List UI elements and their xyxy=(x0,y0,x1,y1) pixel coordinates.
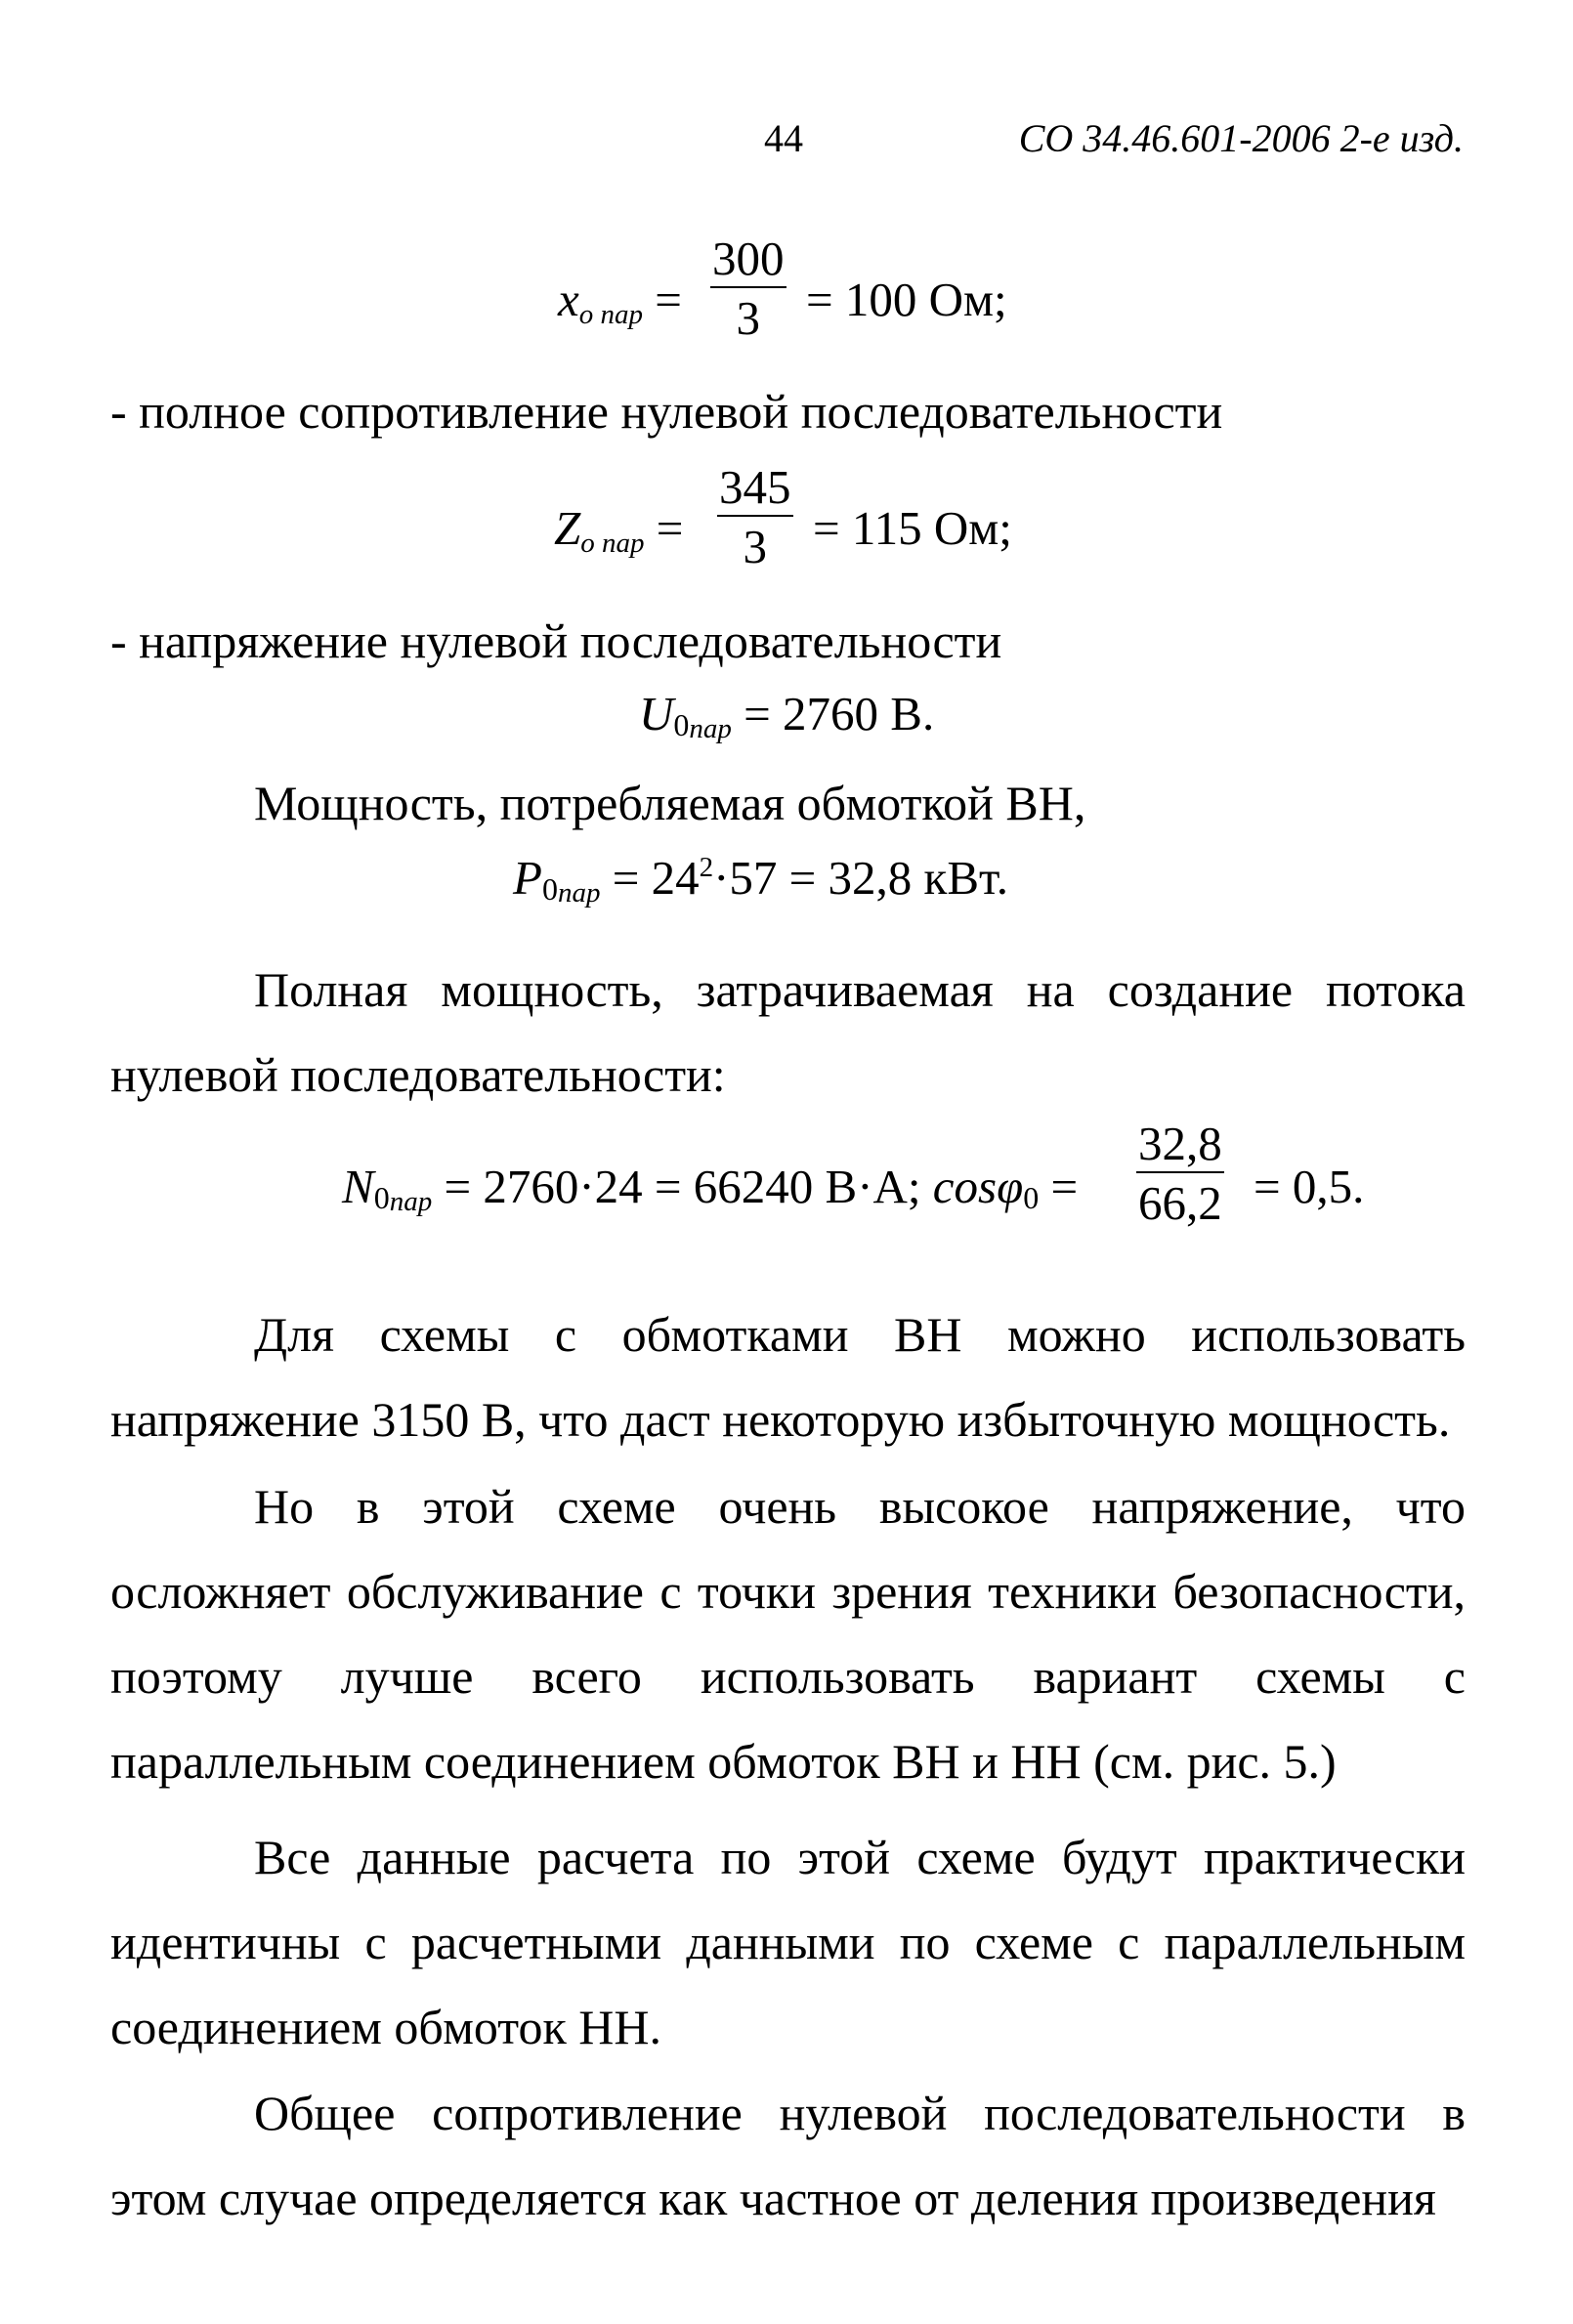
eq-result: = 100 Ом; xyxy=(806,273,1007,326)
paragraph: Мощность, потребляемая обмоткой ВН, xyxy=(254,776,1086,830)
fraction xyxy=(710,232,786,345)
eq-var: Z xyxy=(554,501,581,555)
eq-rhs-b: ·57 = 32,8 кВт. xyxy=(713,851,1008,905)
document-code: СО 34.46.601-2006 2-е изд. xyxy=(1018,116,1464,160)
paragraph: Все данные расчета по этой схеме будут практически идентичны с расчетными данными по схеме с параллельным соединением обмоток НН. xyxy=(110,1830,1466,2054)
paragraph: Но в этой схеме очень высокое напряжение, что осложняет обслуживание с точки зрения техники безопасности, поэтому лучше всего использовать вариант схемы с параллельным соединением обмоток ВН и НН (см. рис. 5.) xyxy=(110,1479,1466,1789)
eq-superscript: 2 xyxy=(699,852,714,883)
fraction xyxy=(1136,1117,1224,1230)
eq-cos-label: cosφ xyxy=(932,1160,1024,1213)
paragraph: Общее сопротивление нулевой последовательности в этом случае определяется как частное от деления произведения xyxy=(110,2086,1466,2225)
fraction-denominator: 66,2 xyxy=(1138,1176,1222,1230)
eq-part: = 2760·24 = 66240 В·А; xyxy=(444,1160,921,1213)
eq-result: = 0,5. xyxy=(1254,1160,1365,1213)
eq-result: = 2760 В. xyxy=(744,687,935,740)
eq-subscript-zero: 0 xyxy=(1023,1180,1040,1215)
eq-rhs-a: = 24 xyxy=(612,851,700,905)
eq-subscript: o пар xyxy=(578,299,643,330)
fraction xyxy=(717,460,793,573)
paragraph: Для схемы с обмотками ВН можно использовать напряжение 3150 В, что даст некоторую избыточную мощность. xyxy=(110,1307,1466,1447)
eq-sign: = xyxy=(1050,1160,1079,1213)
equation-p0 xyxy=(513,850,1008,909)
eq-subscript-zero: 0 xyxy=(541,871,558,907)
page-header xyxy=(0,115,1573,174)
eq-var: N xyxy=(342,1160,374,1213)
fraction-denominator: 3 xyxy=(743,520,767,573)
eq-subscript: o пар xyxy=(580,528,645,559)
eq-sign: = xyxy=(656,501,684,555)
eq-subscript: пар xyxy=(389,1186,433,1217)
paragraph: - полное сопротивление нулевой последовательности xyxy=(110,384,1223,439)
fraction-numerator: 345 xyxy=(717,463,793,517)
equation-u0 xyxy=(639,686,934,745)
eq-var: U xyxy=(639,687,674,740)
paragraph: Полная мощность, затрачиваемая на создание потока нулевой последовательности: xyxy=(110,962,1466,1102)
eq-sign: = xyxy=(655,273,682,326)
page-number: 44 xyxy=(764,116,803,160)
eq-subscript: пар xyxy=(689,713,732,744)
paragraph: - напряжение нулевой последовательности xyxy=(110,613,1002,668)
eq-subscript: пар xyxy=(557,877,601,908)
eq-result: = 115 Ом; xyxy=(813,501,1012,555)
eq-subscript-zero: 0 xyxy=(673,707,690,742)
eq-var: P xyxy=(513,851,542,905)
eq-var: x xyxy=(558,273,579,326)
eq-subscript-zero: 0 xyxy=(373,1180,390,1215)
fraction-denominator: 3 xyxy=(736,291,760,345)
fraction-numerator: 32,8 xyxy=(1136,1120,1224,1173)
fraction-numerator: 300 xyxy=(710,234,786,288)
